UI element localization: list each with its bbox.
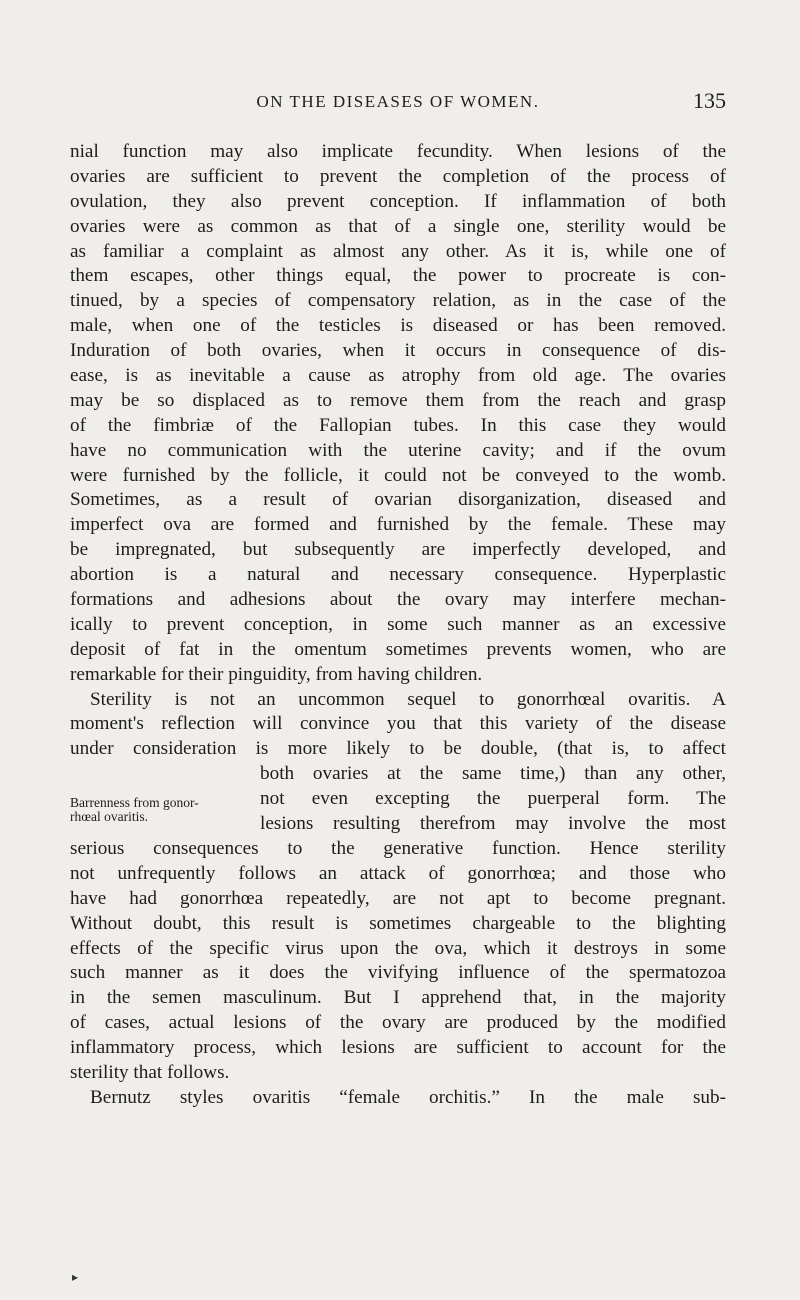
text-line: in the semen masculinum. But I apprehend that, in the majority bbox=[70, 987, 726, 1009]
paragraph-start-line: Sterility is not an uncommon sequel to gonorrhœal ovaritis. A bbox=[90, 688, 726, 710]
sidenote-line: Barrenness from gonor- bbox=[70, 795, 199, 810]
text-line: both ovaries at the same time,) than any other, bbox=[260, 763, 726, 785]
text-line: were furnished by the follicle, it could not be conveyed to the womb. bbox=[70, 464, 726, 486]
text-line: be impregnated, but subsequently are imperfectly developed, and bbox=[70, 539, 726, 561]
sidenote-line: rhœal ovaritis. bbox=[70, 809, 148, 824]
text-line: Without doubt, this result is sometimes chargeable to the blighting bbox=[70, 912, 726, 934]
text-line: serious consequences to the generative function. Hence sterility bbox=[70, 837, 726, 859]
running-head: ON THE DISEASES OF WOMEN. bbox=[256, 92, 540, 111]
text-line: of the fimbriæ of the Fallopian tubes. In this case they would bbox=[70, 414, 726, 436]
text-line: not unfrequently follows an attack of gonorrhœa; and those who bbox=[70, 862, 726, 884]
text-line: formations and adhesions about the ovary may interfere mechan- bbox=[70, 589, 726, 611]
text-line: have no communication with the uterine cavity; and if the ovum bbox=[70, 439, 726, 461]
text-line: have had gonorrhœa repeatedly, are not apt to become pregnant. bbox=[70, 887, 726, 909]
margin-sidenote bbox=[70, 796, 260, 824]
text-line: moment's reflection will convince you that this variety of the disease bbox=[70, 713, 726, 735]
text-line: Induration of both ovaries, when it occurs in consequence of dis- bbox=[70, 340, 726, 362]
text-line: abortion is a natural and necessary consequence. Hyperplastic bbox=[70, 564, 726, 586]
text-line: inflammatory process, which lesions are sufficient to account for the bbox=[70, 1037, 726, 1059]
text-line: male, when one of the testicles is diseased or has been removed. bbox=[70, 315, 726, 337]
text-line: remarkable for their pinguidity, from having children. bbox=[70, 663, 483, 685]
text-line: not even excepting the puerperal form. The bbox=[260, 788, 726, 810]
body-text bbox=[70, 140, 726, 1111]
text-line: effects of the specific virus upon the ova, which it destroys in some bbox=[70, 937, 726, 959]
text-line: ovaries were as common as that of a single one, sterility would be bbox=[70, 215, 726, 237]
page-header bbox=[70, 88, 726, 114]
text-line: of cases, actual lesions of the ovary are produced by the modified bbox=[70, 1012, 726, 1034]
text-line: nial function may also implicate fecundity. When lesions of the bbox=[70, 141, 726, 162]
text-line: may be so displaced as to remove them from the reach and grasp bbox=[70, 389, 726, 411]
paragraph-start-line: Bernutz styles ovaritis “female orchitis.” In the male sub- bbox=[90, 1086, 726, 1108]
text-line: lesions resulting therefrom may involve the most bbox=[260, 813, 726, 835]
print-mark: ▸ bbox=[72, 1270, 79, 1284]
text-line: as familiar a complaint as almost any other. As it is, while one of bbox=[70, 240, 726, 262]
text-line: Sometimes, as a result of ovarian disorganization, diseased and bbox=[70, 489, 726, 511]
text-line: ease, is as inevitable a cause as atrophy from old age. The ovaries bbox=[70, 365, 726, 387]
text-line: sterility that follows. bbox=[70, 1061, 230, 1083]
text-line: ovulation, they also prevent conception. If inflammation of both bbox=[70, 190, 726, 212]
text-line: such manner as it does the vivifying influence of the spermatozoa bbox=[70, 962, 726, 984]
page-number: 135 bbox=[693, 88, 726, 113]
text-line: them escapes, other things equal, the power to procreate is con- bbox=[70, 265, 726, 287]
text-line: ically to prevent conception, in some such manner as an excessive bbox=[70, 613, 726, 635]
text-line: under consideration is more likely to be double, (that is, to affect bbox=[70, 738, 726, 760]
text-line: deposit of fat in the omentum sometimes prevents women, who are bbox=[70, 638, 726, 660]
text-line: imperfect ova are formed and furnished by the female. These may bbox=[70, 514, 726, 536]
text-line: tinued, by a species of compensatory relation, as in the case of the bbox=[70, 290, 726, 312]
text-line: ovaries are sufficient to prevent the completion of the process of bbox=[70, 165, 726, 187]
